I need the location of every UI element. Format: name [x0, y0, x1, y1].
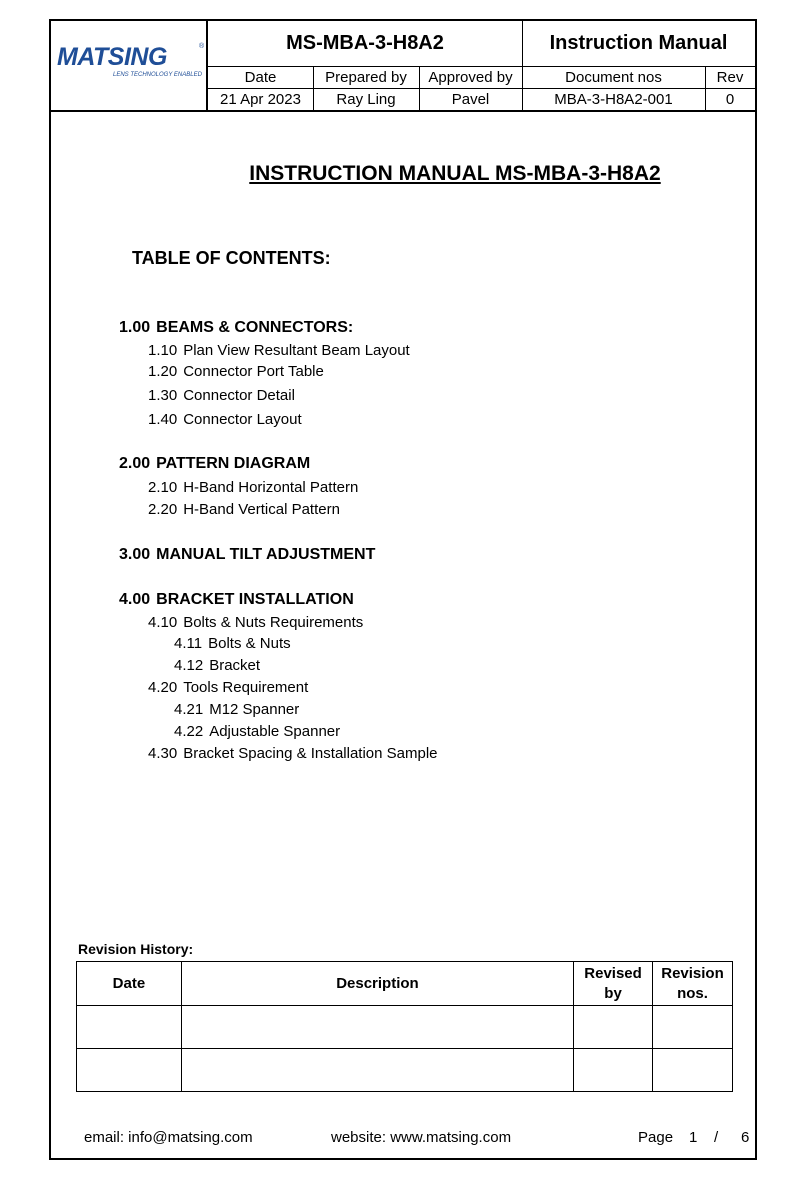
table-cell: [77, 1006, 182, 1049]
logo-registered-mark: ®: [199, 43, 205, 50]
toc-item: 4.00 BRACKET INSTALLATION: [119, 591, 354, 608]
table-row: [77, 1006, 733, 1049]
toc-item: 4.22 Adjustable Spanner: [174, 723, 341, 740]
column-header-date: Date: [77, 962, 182, 1006]
label-rev: Rev: [716, 68, 744, 86]
footer-email: email: info@matsing.com: [84, 1129, 253, 1146]
page-frame: [49, 19, 757, 1160]
column-header-description: Description: [181, 962, 573, 1006]
toc-item: 4.11 Bolts & Nuts: [174, 635, 291, 652]
toc-item: 1.20 Connector Port Table: [148, 363, 324, 380]
table-cell: [181, 1049, 573, 1092]
toc-item: 4.20 Tools Requirement: [148, 679, 309, 696]
toc-item: 2.20 H-Band Vertical Pattern: [148, 501, 340, 518]
table-cell: [574, 1006, 653, 1049]
footer-website: website: www.matsing.com: [331, 1129, 512, 1146]
label-prepared-by: Prepared by: [325, 68, 407, 86]
toc-item: 1.30 Connector Detail: [148, 387, 295, 404]
table-cell: [574, 1049, 653, 1092]
footer-page-label: Page: [638, 1129, 674, 1146]
toc-item: 1.00 BEAMS & CONNECTORS:: [119, 319, 354, 336]
logo-wordmark: MATSING: [57, 43, 167, 71]
revision-history-label: Revision History:: [78, 941, 194, 957]
table-header-row: [77, 962, 733, 1006]
column-header-revision-nos: Revision nos.: [653, 962, 733, 1006]
toc-item: 1.10 Plan View Resultant Beam Layout: [148, 342, 410, 359]
document-title: INSTRUCTION MANUAL MS-MBA-3-H8A2: [249, 162, 661, 185]
header-model: MS-MBA-3-H8A2: [286, 32, 444, 54]
toc-item: 4.12 Bracket: [174, 657, 261, 674]
toc-item: 2.10 H-Band Horizontal Pattern: [148, 479, 359, 496]
label-document-nos: Document nos: [565, 68, 662, 86]
table-cell: [653, 1006, 733, 1049]
value-document-nos: MBA-3-H8A2-001: [554, 90, 673, 108]
toc-item: 4.10 Bolts & Nuts Requirements: [148, 614, 364, 631]
table-cell: [181, 1006, 573, 1049]
footer-page-separator: /: [714, 1129, 719, 1146]
toc-item: 3.00 MANUAL TILT ADJUSTMENT: [119, 546, 376, 563]
toc-item: 4.30 Bracket Spacing & Installation Sample: [148, 745, 438, 762]
column-header-revised-by: Revised by: [574, 962, 653, 1006]
toc-item: 2.00 PATTERN DIAGRAM: [119, 455, 311, 472]
footer-page-current: 1: [689, 1129, 698, 1146]
value-date: 21 Apr 2023: [220, 90, 301, 108]
document-header: [51, 21, 755, 112]
toc-heading: TABLE OF CONTENTS:: [132, 248, 331, 268]
company-logo: [51, 21, 208, 110]
value-approved-by: Pavel: [451, 90, 490, 108]
table-cell: [77, 1049, 182, 1092]
logo-tagline: LENS TECHNOLOGY ENABLED: [113, 72, 202, 78]
table-cell: [653, 1049, 733, 1092]
value-rev: 0: [725, 90, 735, 108]
label-date: Date: [244, 68, 277, 86]
header-doc-type: Instruction Manual: [549, 32, 728, 54]
toc-item: 1.40 Connector Layout: [148, 411, 302, 428]
revision-history-table: [76, 961, 733, 1092]
label-approved-by: Approved by: [428, 68, 513, 86]
table-row: [77, 1049, 733, 1092]
toc-item: 4.21 M12 Spanner: [174, 701, 300, 718]
footer-page-total: 6: [741, 1129, 750, 1146]
value-prepared-by: Ray Ling: [336, 90, 396, 108]
